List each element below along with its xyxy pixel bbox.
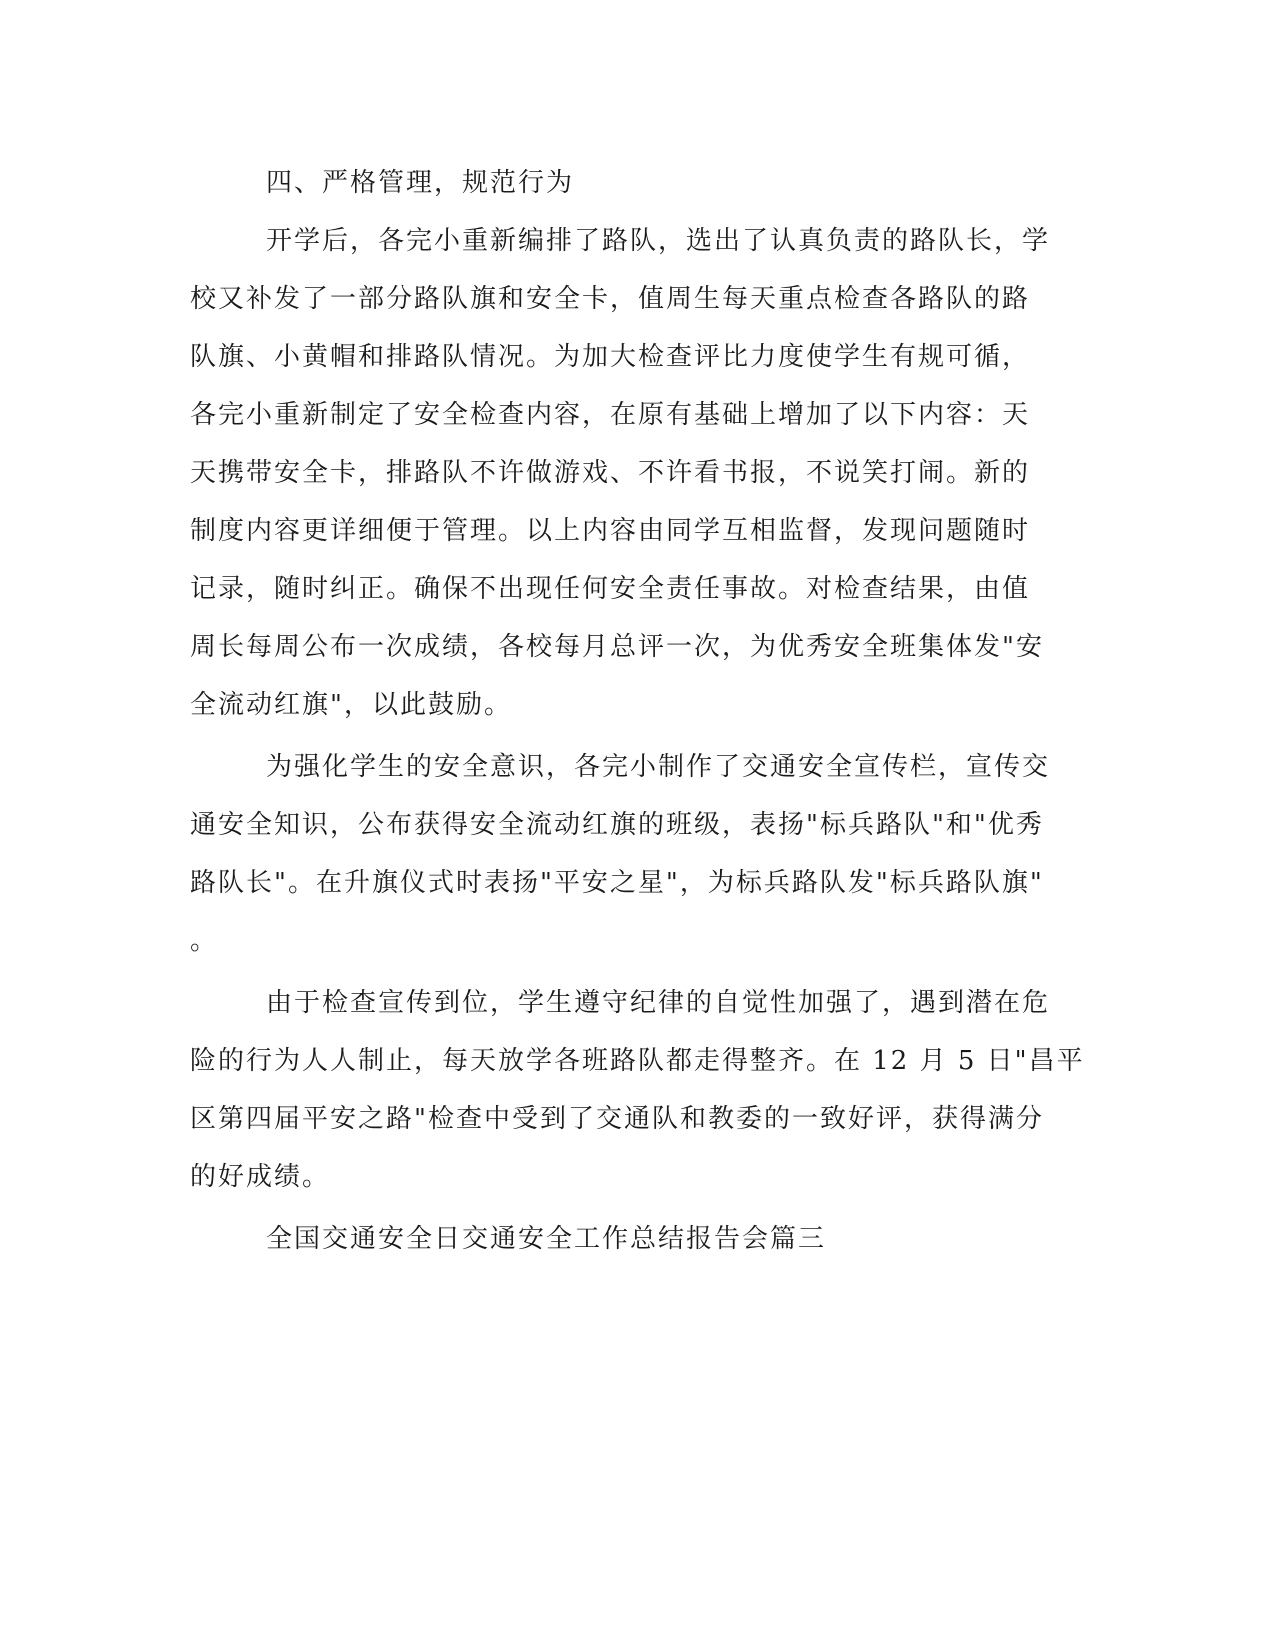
paragraph-line: 天携带安全卡，排路队不许做游戏、不许看书报，不说笑打闹。新的 — [190, 458, 1031, 488]
paragraph-line: 记录，随时纠正。确保不出现任何安全责任事故。对检查结果，由值 — [190, 574, 1031, 604]
paragraph-line: 周长每周公布一次成绩，各校每月总评一次，为优秀安全班集体发"安 — [190, 632, 1044, 662]
closing-title: 全国交通安全日交通安全工作总结报告会篇三 — [266, 1224, 827, 1254]
paragraph-line: 各完小重新制定了安全检查内容，在原有基础上增加了以下内容：天 — [190, 400, 1031, 430]
section-heading: 四、严格管理，规范行为 — [266, 168, 575, 198]
paragraph-line: 开学后，各完小重新编排了路队，选出了认真负责的路队长，学 — [266, 226, 1051, 256]
paragraph-line: 区第四届平安之路"检查中受到了交通队和教委的一致好评，获得满分 — [190, 1104, 1044, 1134]
paragraph-line: 制度内容更详细便于管理。以上内容由同学互相监督，发现问题随时 — [190, 516, 1031, 546]
paragraph-line: 。 — [190, 926, 219, 956]
paragraph-line: 由于检查宣传到位，学生遵守纪律的自觉性加强了，遇到潜在危 — [266, 988, 1051, 1018]
paragraph-line: 的好成绩。 — [190, 1162, 331, 1192]
paragraph-line: 队旗、小黄帽和排路队情况。为加大检查评比力度使学生有规可循， — [190, 342, 1031, 372]
paragraph-line: 全流动红旗"，以此鼓励。 — [190, 690, 512, 720]
paragraph-line: 为强化学生的安全意识，各完小制作了交通安全宣传栏，宣传交 — [266, 752, 1051, 782]
paragraph-line: 校又补发了一部分路队旗和安全卡，值周生每天重点检查各路队的路 — [190, 284, 1031, 314]
paragraph-line: 险的行为人人制止，每天放学各班路队都走得整齐。在 12 月 5 日"昌平 — [190, 1046, 1085, 1076]
paragraph-line: 通安全知识，公布获得安全流动红旗的班级，表扬"标兵路队"和"优秀 — [190, 810, 1044, 840]
paragraph-line: 路队长"。在升旗仪式时表扬"平安之星"，为标兵路队发"标兵路队旗" — [190, 868, 1044, 898]
